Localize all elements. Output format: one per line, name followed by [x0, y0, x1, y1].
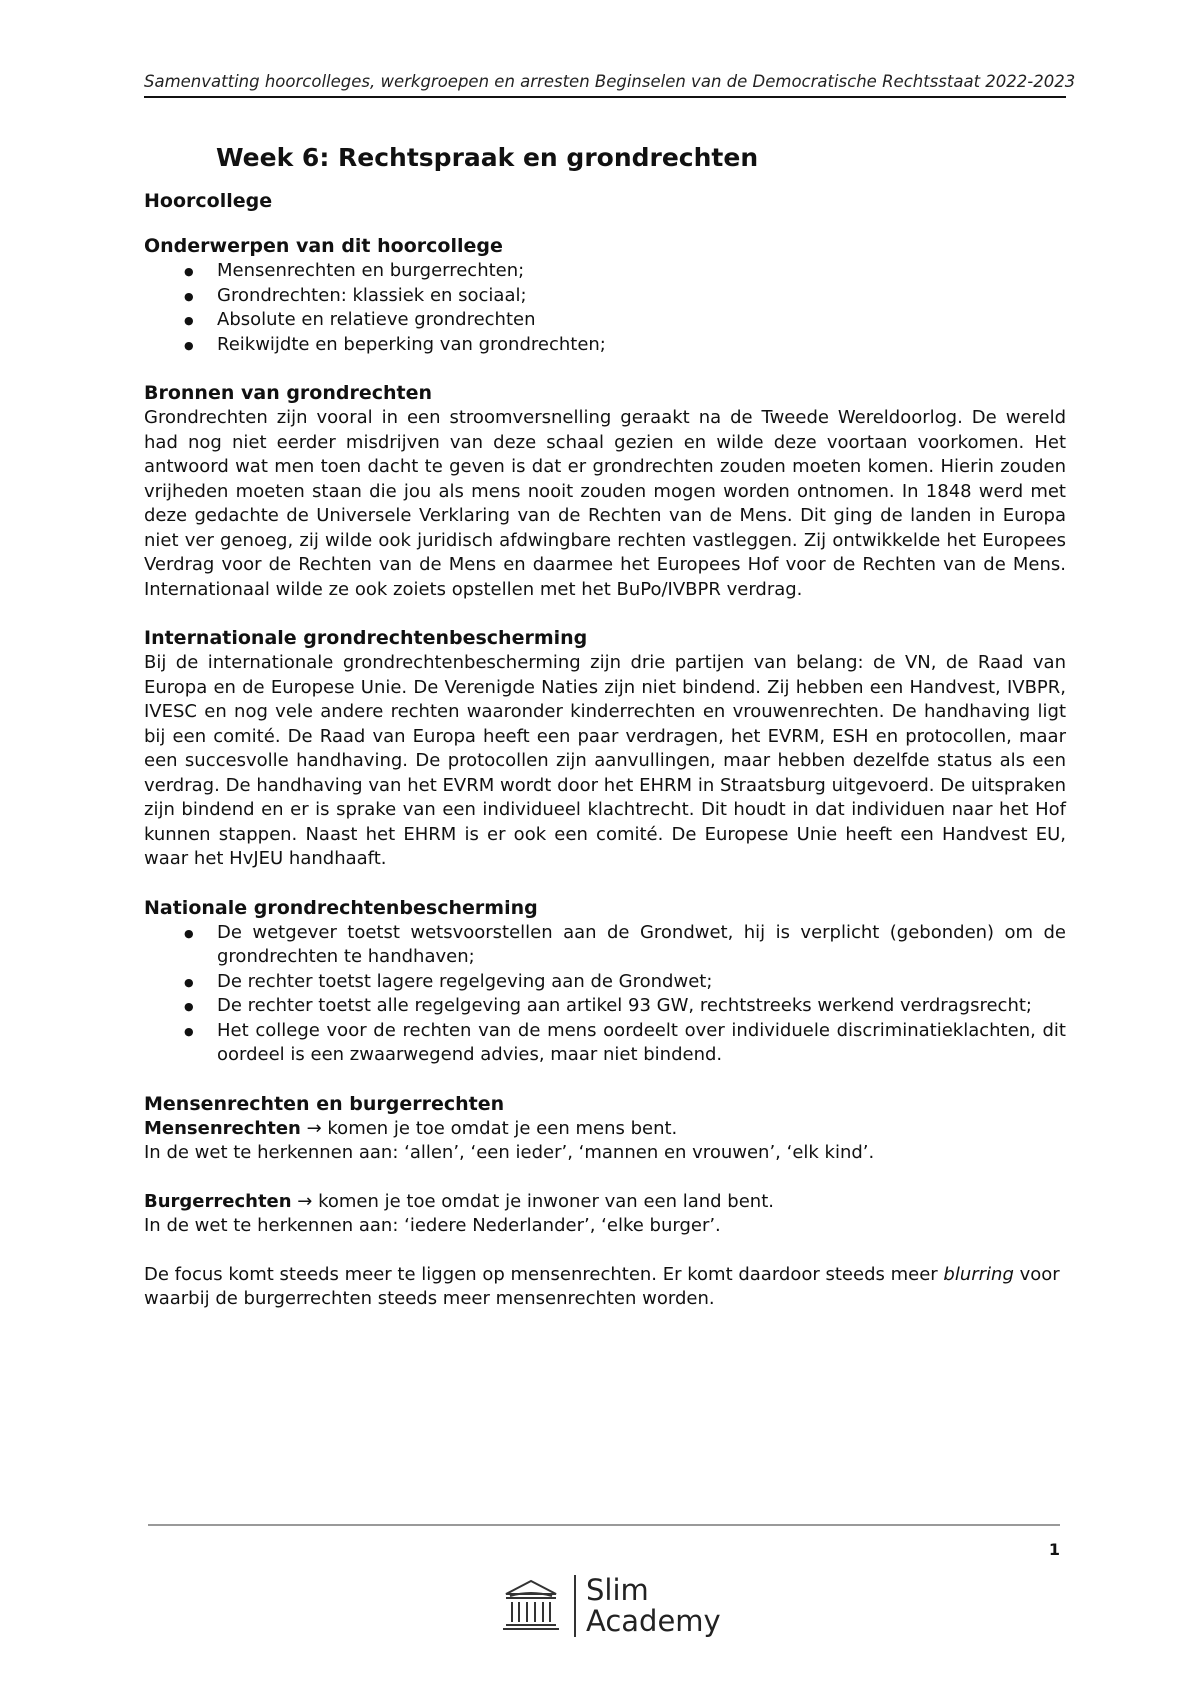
- page-number: 1: [1048, 1540, 1060, 1559]
- list-item: ● De rechter toetst alle regelgeving aan artikel 93 GW, rechtstreeks werkend verdragsrecht;: [144, 994, 1066, 1019]
- slim-academy-logo: [500, 1572, 721, 1640]
- human-rights-definition: [144, 1117, 1066, 1142]
- sources-paragraph: Grondrechten zijn vooral in een stroomversnelling geraakt na de Tweede Wereldoorlog. De wereld had nog niet eerder misdrijven van deze schaal gezien en wilde deze voortaan voorkomen. Het antwoord wat men toen dacht te geven is dat er grondrechten zouden moeten komen. Hierin zouden vrijheden moeten staan die jou als mens nooit zouden mogen worden ontnomen. In 1848 werd met deze gedachte de Universele Verklaring van de Rechten van de Mens. Dit ging de landen in Europa niet ver genoeg, zij wilde ook juridisch afdwingbare rechten vastleggen. Zij ontwikkelde het Europees Verdrag voor de Rechten van de Mens en daarmee het Europees Hof voor de Rechten van de Mens. Internationaal wilde ze ook zoiets opstellen met het BuPo/IVBPR verdrag.: [144, 407, 1066, 600]
- logo-line-1: Slim: [586, 1573, 649, 1607]
- sources-heading: Bronnen van grondrechten: [144, 382, 433, 404]
- list-item: ● Reikwijdte en beperking van grondrechten;: [144, 333, 1066, 358]
- page-title: Week 6: Rechtspraak en grondrechten: [216, 143, 759, 172]
- logo-line-2: Academy: [586, 1604, 721, 1638]
- footer-divider: [148, 1524, 1060, 1526]
- focus-italic-term: blurring: [943, 1263, 1014, 1285]
- list-item: ● Absolute en relatieve grondrechten: [144, 308, 1066, 333]
- focus-text-end: voor waarbij de burgerrechten steeds meer mensenrechten worden.: [144, 1263, 1060, 1309]
- national-heading: Nationale grondrechtenbescherming: [144, 896, 538, 919]
- human-rights-term: Mensenrechten: [144, 1117, 301, 1139]
- academy-building-icon: [500, 1578, 562, 1634]
- national-list: [144, 921, 1066, 1068]
- civil-rights-def: → komen je toe omdat je inwoner van een land bent.: [291, 1190, 774, 1212]
- section-heading: Hoorcollege: [144, 190, 273, 212]
- focus-paragraph: [144, 1263, 1066, 1312]
- civil-rights-recognize: In de wet te herkennen aan: ‘iedere Nederlander’, ‘elke burger’.: [144, 1215, 721, 1236]
- human-rights-def: → komen je toe omdat je een mens bent.: [300, 1117, 678, 1139]
- list-item: ● De wetgever toetst wetsvoorstellen aan de Grondwet, hij is verplicht (gebonden) om de grondrechten te handhaven;: [144, 921, 1066, 970]
- civil-rights-term: Burgerrechten: [144, 1190, 292, 1212]
- running-header: Samenvatting hoorcolleges, werkgroepen en arresten Beginselen van de Democratische Rechtsstaat 2022-2023: [144, 72, 1066, 98]
- topics-list: [144, 259, 1066, 357]
- list-item: ● Mensenrechten en burgerrechten;: [144, 259, 1066, 284]
- international-paragraph: Bij de internationale grondrechtenbescherming zijn drie partijen van belang: de VN, de Raad van Europa en de Europese Unie. De Verenigde Naties zijn niet bindend. Zij hebben een Handvest, IVBPR, IVESC en nog vele andere rechten waaronder kinderrechten en vrouwenrechten. De handhaving ligt bij een comité. De Raad van Europa heeft een paar verdragen, het EVRM, ESH en protocollen, maar een succesvolle handhaving. De protocollen zijn aanvullingen, maar hebben dezelfde status als een verdrag. De handhaving van het EVRM wordt door het EHRM in Straatsburg uitgevoerd. De uitspraken zijn bindend en er is sprake van een individueel klachtrecht. Dit houdt in dat individuen naar het Hof kunnen stappen. Naast het EHRM is er ook een comité. De Europese Unie heeft een Handvest EU, waar het HvJEU handhaaft.: [144, 652, 1066, 869]
- topics-heading: Onderwerpen van dit hoorcollege: [144, 235, 503, 257]
- civil-rights-definition: [144, 1190, 1066, 1215]
- human-rights-recognize: In de wet te herkennen aan: ‘allen’, ‘een ieder’, ‘mannen en vrouwen’, ‘elk kind’.: [144, 1142, 875, 1163]
- logo-divider: [574, 1575, 576, 1637]
- international-heading: Internationale grondrechtenbescherming: [144, 627, 588, 649]
- list-item: ● De rechter toetst lagere regelgeving aan de Grondwet;: [144, 970, 1066, 995]
- rights-heading: Mensenrechten en burgerrechten: [144, 1092, 505, 1115]
- document-body: [144, 140, 1066, 1312]
- focus-text-start: De focus komt steeds meer te liggen op mensenrechten. Er komt daardoor steeds meer: [144, 1263, 944, 1285]
- list-item: ● Grondrechten: klassiek en sociaal;: [144, 284, 1066, 309]
- list-item: ● Het college voor de rechten van de mens oordeelt over individuele discriminatieklachten, dit oordeel is een zwaarwegend advies, maar niet bindend.: [144, 1019, 1066, 1068]
- logo-wordmark: [586, 1575, 721, 1637]
